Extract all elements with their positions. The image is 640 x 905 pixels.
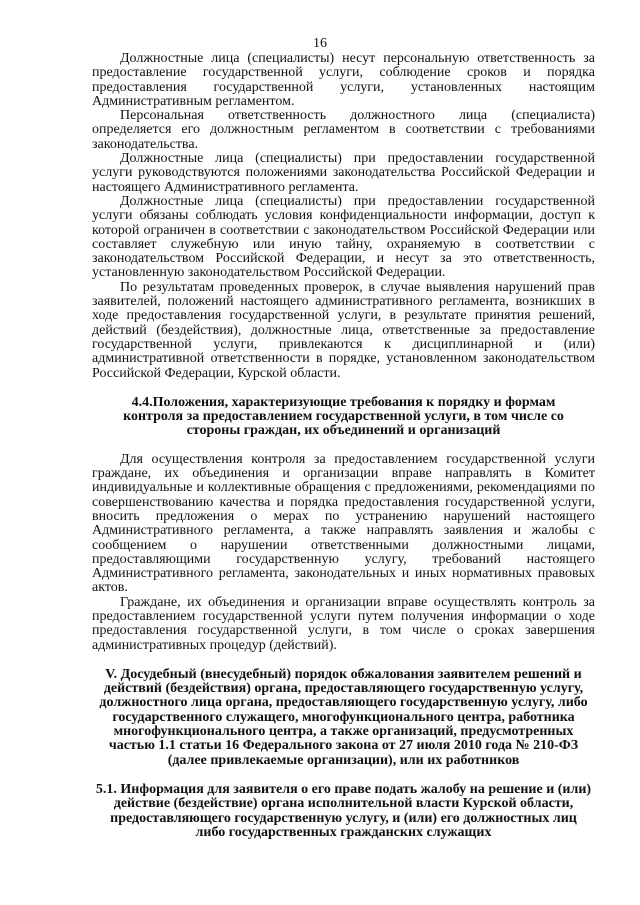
page-number: 16	[313, 36, 327, 51]
paragraph-citizen-information: Граждане, их объединения и организации вправе осуществлять контроль за предоставлением государственной услуги путем получения информации о ходе предоставления государственной услуги, в том числе о сроках завершения административных процедур (действий).	[92, 594, 595, 653]
paragraph-citizen-control: Для осуществления контроля за предоставлением государственной услуги граждане, их объединения и организации вправе направлять в Комитет индивидуальные и коллективные обращения с предложениями, рекомендациями по совершенствованию качества и порядка предоставления государственной услуги, вносить предложения о мерах по устранению нарушений настоящего Административного регламента, а также направлять заявления и жалобы с сообщением о нарушении ответственными должностными лицами, предоставляющими государственную услугу, требований настоящего Административного регламента, законодательных и иных нормативных правовых актов.	[92, 451, 595, 596]
document-body	[92, 52, 595, 840]
section-heading-4-4: 4.4.Положения, характеризующие требования к порядку и формам контроля за предоставлением государственной услуги, в том числе со стороны граждан, их объединений и организаций	[123, 394, 564, 439]
paragraph-responsibility: Должностные лица (специалисты) несут персональную ответственность за предоставление государственной услуги, соблюдение сроков и порядка предоставления государственной услуги, установленных настоящим Административным регламентом.	[92, 51, 595, 109]
paragraph-confidentiality: Должностные лица (специалисты) при предоставлении государственной услуги обязаны соблюдать условия конфиденциальности информации, доступ к которой ограничен в соответствии с законодательством Российской Федерации или составляет служебную или иную тайну, охраняемую в соответствии с законодательством Российской Федерации, и несут за это ответственность, установленную законодательством Российской Федерации.	[92, 193, 595, 281]
section-heading-5-1: 5.1. Информация для заявителя о его праве подать жалобу на решение и (или) действие (бездействие) органа исполнительной власти Курской области, предоставляющего государственную услугу, и (или) его должностных лиц либо государственных гражданских служащих	[95, 781, 592, 840]
paragraph-inspection-results: По результатам проведенных проверок, в случае выявления нарушений прав заявителей, положений настоящего административного регламента, возникших в ходе предоставления государственной услуги, в результате принятия решений, действий (бездействия), должностные лица, ответственные за предоставление государственной услуги, привлекаются к дисциплинарной и (или) административной ответственности в порядке, установленном законодательством Российской Федерации, Курской области.	[92, 279, 595, 381]
paragraph-guided-by-law: Должностные лица (специалисты) при предоставлении государственной услуги руководствуются положениями законодательства Российской Федерации и настоящего Административного регламента.	[92, 151, 595, 195]
paragraph-personal-responsibility: Персональная ответственность должностного лица (специалиста) определяется его должностным регламентом в соответствии с требованиями законодательства.	[92, 108, 595, 152]
section-heading-v: V. Досудебный (внесудебный) порядок обжалования заявителем решений и действий (бездействия) органа, предоставляющего государственную услугу, должностного лица органа, предоставляющего государственную услугу, либо государственного служащего, многофункционального центра, работника многофункционального центра, а также организаций, предусмотренных частью 1.1 статьи 16 Федерального закона от 27 июля 2010 года № 210-ФЗ (далее привлекаемые организации), или их работников	[99, 666, 588, 768]
